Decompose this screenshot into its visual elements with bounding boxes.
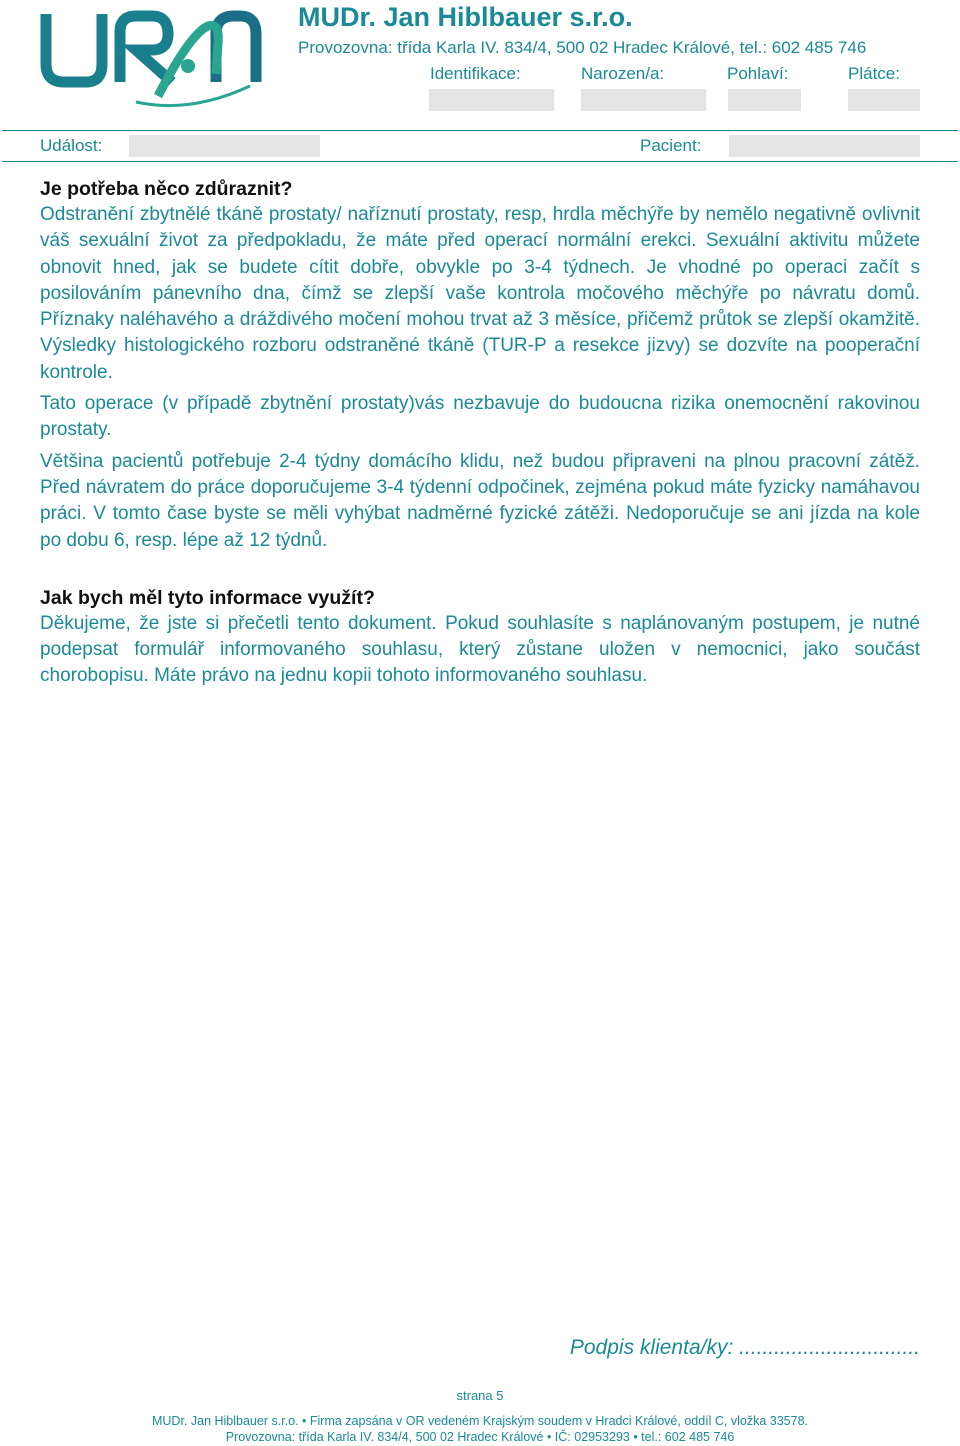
paragraph-cancer-risk: Tato operace (v případě zbytnění prostaty)vás nezbavuje do budoucna rizika onemocnění rakovinou prostaty. [40, 393, 920, 441]
event-label: Událost: [40, 136, 103, 155]
footer-line-1: MUDr. Jan Hiblbauer s.r.o. • Firma zapsána v OR vedeném Krajským soudem v Hradci Králové, oddíl C, vložka 33578. [151, 1414, 809, 1428]
company-address: Provozovna: třída Karla IV. 834/4, 500 02 Hradec Králové, tel.: 602 485 746 [298, 38, 867, 57]
document-body [40, 176, 920, 695]
header-divider [2, 130, 958, 131]
identification-field[interactable] [429, 89, 554, 111]
patient-field[interactable] [729, 135, 920, 157]
identification-label: Identifikace: [430, 64, 521, 83]
gender-label: Pohlaví: [727, 64, 789, 83]
gender-field[interactable] [728, 89, 801, 111]
patient-label: Pacient: [640, 136, 702, 155]
event-field[interactable] [129, 135, 320, 157]
page-number: strana 5 [456, 1388, 504, 1403]
uran-logo [40, 4, 265, 112]
client-signature-line: Podpis klienta/ky: ............................... [569, 1336, 920, 1359]
payer-field[interactable] [848, 89, 920, 111]
paragraph-recovery: Odstranění zbytnělé tkáně prostaty/ naříznutí prostaty, resp, hrdla měchýře by nemělo negativně ovlivnit váš sexuální život za předpokladu, že máte před operací normální erekci. Sexuální aktivitu můžete obnovit hned, jak se budete cítit dobře, obvykle po 3-4 týdnech. Je vhodné po operaci začít s posilováním pánevního dna, čímž se zlepší vaše kontrola močového měchýře po návratu domů. Příznaky naléhavého a dráždivého močení mohou trvat až 3 měsíce, přičemž průtok se zlepší okamžitě. Výsledky histologického rozboru odstraněné tkáně (TUR-P a resekce jizvy) se dozvíte na pooperační kontrole. [40, 204, 920, 383]
paragraph-consent: Děkujeme, že jste si přečetli tento dokument. Pokud souhlasíte s naplánovaným postupem, je nutné podepsat formulář informovaného souhlasu, který zůstane uložen v nemocnici, jako součást chorobopisu. Máte právo na jednu kopii tohoto informovaného souhlasu. [40, 612, 920, 687]
section-heading-emphasis: Je potřeba něco zdůraznit? [40, 178, 293, 200]
paragraph-work-rest: Většina pacientů potřebuje 2-4 týdny domácího klidu, než budou připraveni na plnou pracovní zátěž. Před návratem do práce doporučujeme 3-4 týdenní odpočinek, zejména pokud máte fyzicky namáhavou práci. V tomto čase byste se měli vyhýbat nadměrné fyzické zátěži. Nedoporučuje se ani jízda na kole po dobu 6, resp. lépe až 12 týdnů. [40, 450, 920, 551]
birth-label: Narozen/a: [581, 64, 665, 83]
section-heading-usage: Jak bych měl tyto informace využít? [40, 586, 375, 609]
footer-line-2: Provozovna: třída Karla IV. 834/4, 500 02 Hradec Králové • IČ: 02953293 • tel.: 602 485 746 [225, 1430, 735, 1444]
birth-field[interactable] [581, 89, 706, 111]
company-name: MUDr. Jan Hiblbauer s.r.o. [298, 2, 633, 32]
event-divider [2, 161, 958, 162]
payer-label: Plátce: [848, 64, 900, 83]
